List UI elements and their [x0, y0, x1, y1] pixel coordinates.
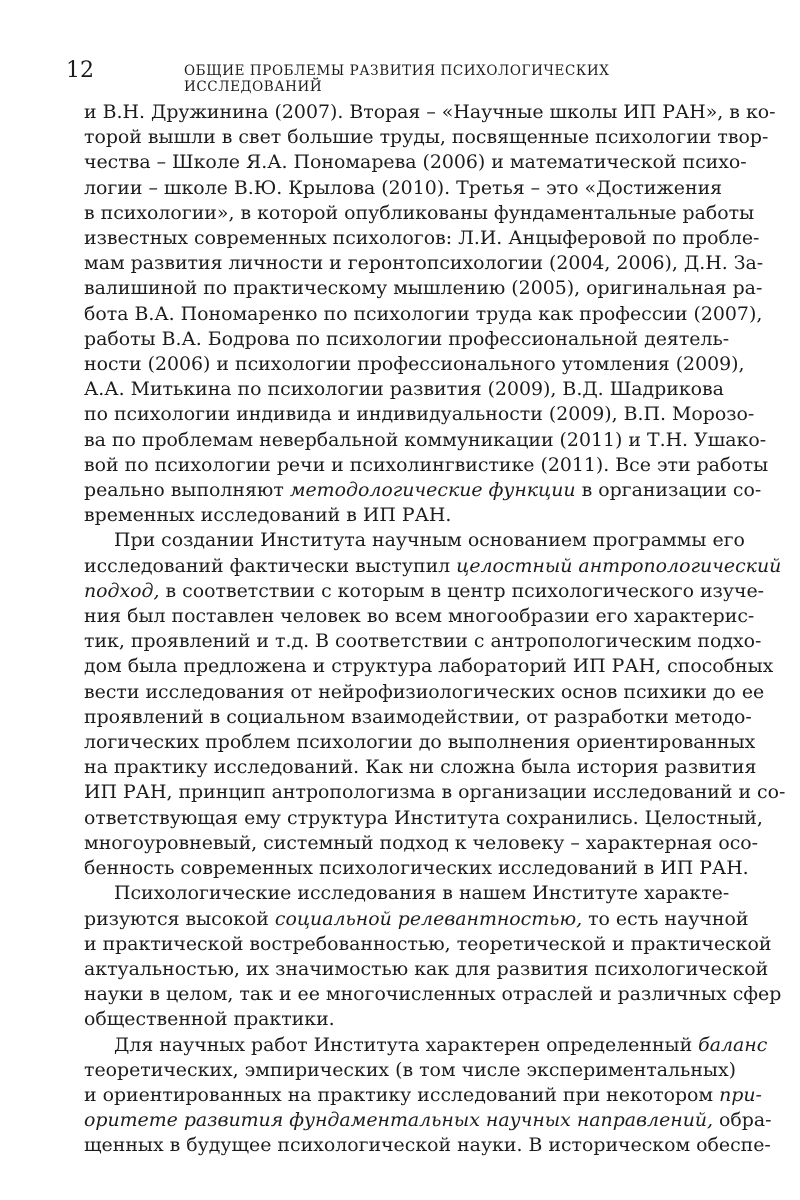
text-segment: торой вышли в свет большие труды, посвященные психологии твор-: [84, 126, 769, 149]
paragraph: [84, 1033, 772, 1159]
text-line: [84, 226, 760, 251]
page-number: 12: [66, 58, 94, 83]
text-segment: работы В.А. Бодрова по психологии профессиональной деятель-: [84, 327, 730, 350]
italic-text: социальной релевантностью,: [274, 907, 583, 930]
italic-text: подход,: [84, 579, 160, 602]
text-segment: логии – школе В.Ю. Крылова (2010). Третья – это «Достижения: [84, 176, 723, 199]
text-line: [84, 554, 782, 579]
paragraph: [84, 100, 776, 528]
paragraph: [84, 528, 786, 881]
text-segment: многоуровневый, системный подход к человеку – характерная осо-: [84, 831, 759, 854]
text-line: [84, 831, 759, 856]
text-line: [84, 907, 749, 932]
text-segment: известных современных психологов: Л.И. Анцыферовой по пробле-: [84, 227, 760, 250]
paragraph: [84, 881, 782, 1032]
text-line: [84, 503, 714, 528]
text-line: [84, 1108, 772, 1133]
text-segment: исследований фактически выступил: [84, 554, 457, 577]
text-segment: ва по проблемам невербальной коммуникации (2011) и Т.Н. Ушако-: [84, 428, 767, 451]
text-segment: мам развития личности и геронтопсихологии (2004, 2006), Д.Н. За-: [84, 252, 764, 275]
text-segment: на практику исследований. Как ни сложна была история развития: [84, 756, 757, 779]
text-line: [84, 377, 724, 402]
text-line: [84, 302, 763, 327]
text-segment: проявлений в социальном взаимодействии, от разработки методо-: [84, 705, 752, 728]
text-segment: реально выполняют: [84, 479, 290, 502]
text-segment: науки в целом, так и ее многочисленных отраслей и различных сфер: [84, 983, 782, 1006]
text-segment: и практической востребованностью, теоретической и практической: [84, 932, 772, 955]
text-line: [84, 1083, 762, 1108]
text-line: [84, 654, 774, 679]
text-segment: чества – Школе Я.А. Пономарева (2006) и математической психо-: [84, 151, 747, 174]
text-segment: Психологические исследования в нашем Институте характе-: [114, 882, 730, 905]
italic-text: целостный антропологический: [456, 554, 782, 577]
text-line: [84, 1033, 768, 1058]
text-line: [84, 125, 769, 150]
text-line: [84, 604, 755, 629]
text-line: [84, 453, 769, 478]
text-segment: дом была предложена и структура лабораторий ИП РАН, способных: [84, 655, 774, 678]
body-text: [84, 100, 786, 1159]
text-segment: общественной практики.: [84, 1008, 335, 1031]
text-segment: в организации со-: [575, 479, 762, 502]
text-segment: то есть научной: [582, 907, 749, 930]
text-line: [84, 957, 769, 982]
text-line: [84, 982, 782, 1007]
text-line: [84, 528, 745, 553]
text-line: [84, 629, 762, 654]
text-segment: в соответствии с которым в центр психологического изуче-: [159, 579, 765, 602]
text-segment: и ориентированных на практику исследований при некотором: [84, 1083, 720, 1106]
page-header: [66, 58, 712, 95]
text-segment: щенных в будущее психологической науки. В историческом обеспе-: [84, 1134, 771, 1157]
text-line: [84, 730, 756, 755]
text-line: [84, 705, 752, 730]
italic-text: при-: [719, 1083, 762, 1106]
text-segment: ризуются высокой: [84, 907, 275, 930]
text-line: [84, 579, 765, 604]
text-line: [84, 150, 747, 175]
text-line: [84, 176, 723, 201]
text-line: [84, 680, 765, 705]
text-segment: При создании Института научным основанием программы его: [114, 529, 745, 552]
text-line: [84, 201, 755, 226]
text-segment: теоретических, эмпирических (в том числе экспериментальных): [84, 1058, 736, 1081]
text-line: [84, 402, 755, 427]
text-segment: тик, проявлений и т.д. В соответствии с антропологическим подхо-: [84, 630, 762, 653]
text-line: [84, 478, 762, 503]
text-segment: Для научных работ Института характерен определенный: [114, 1033, 699, 1056]
text-segment: обра-: [713, 1109, 772, 1132]
text-segment: вести исследования от нейрофизиологических основ психики до ее: [84, 680, 765, 703]
text-segment: ности (2006) и психологии профессионального утомления (2009),: [84, 353, 745, 376]
running-title: ОБЩИЕ ПРОБЛЕМЫ РАЗВИТИЯ ПСИХОЛОГИЧЕСКИХ ИССЛЕДОВАНИЙ: [184, 63, 610, 95]
text-line: [84, 932, 772, 957]
text-line: [84, 1058, 736, 1083]
text-line: [84, 276, 763, 301]
text-segment: А.А. Митькина по психологии развития (2009), В.Д. Шадрикова: [84, 378, 724, 401]
text-segment: логических проблем психологии до выполнения ориентированных: [84, 731, 756, 754]
text-segment: бота В.А. Пономаренко по психологии труда как профессии (2007),: [84, 302, 763, 325]
text-line: [84, 352, 745, 377]
text-segment: актуальностью, их значимостью как для развития психологической: [84, 957, 769, 980]
text-line: [84, 100, 776, 125]
text-segment: по психологии индивида и индивидуальности (2009), В.П. Морозо-: [84, 403, 755, 426]
text-segment: временных исследований в ИП РАН.: [84, 504, 452, 527]
text-line: [84, 428, 767, 453]
text-segment: бенность современных психологических исследований в ИП РАН.: [84, 857, 749, 880]
text-segment: ответствующая ему структура Института сохранились. Целостный,: [84, 806, 763, 829]
italic-text: оритете развития фундаментальных научных направлений,: [84, 1109, 714, 1132]
text-segment: ния был поставлен человек во всем многообразии его характерис-: [84, 605, 755, 628]
italic-text: баланс: [698, 1033, 768, 1056]
text-line: [84, 327, 730, 352]
italic-text: методологические функции: [289, 479, 576, 502]
text-line: [84, 251, 764, 276]
text-segment: валишиной по практическому мышлению (2005), оригинальная ра-: [84, 277, 763, 300]
text-line: [84, 755, 757, 780]
text-segment: и В.Н. Дружинина (2007). Вторая – «Научные школы ИП РАН», в ко-: [84, 101, 776, 123]
text-line: [84, 881, 730, 906]
text-segment: ИП РАН, принцип антропологизма в организации исследований и со-: [84, 781, 786, 804]
text-line: [84, 1007, 714, 1032]
text-line: [84, 856, 749, 881]
text-segment: в психологии», в которой опубликованы фундаментальные работы: [84, 201, 755, 224]
text-line: [84, 780, 786, 805]
text-line: [84, 1133, 771, 1158]
text-segment: вой по психологии речи и психолингвистике (2011). Все эти работы: [84, 453, 769, 476]
text-line: [84, 806, 763, 831]
